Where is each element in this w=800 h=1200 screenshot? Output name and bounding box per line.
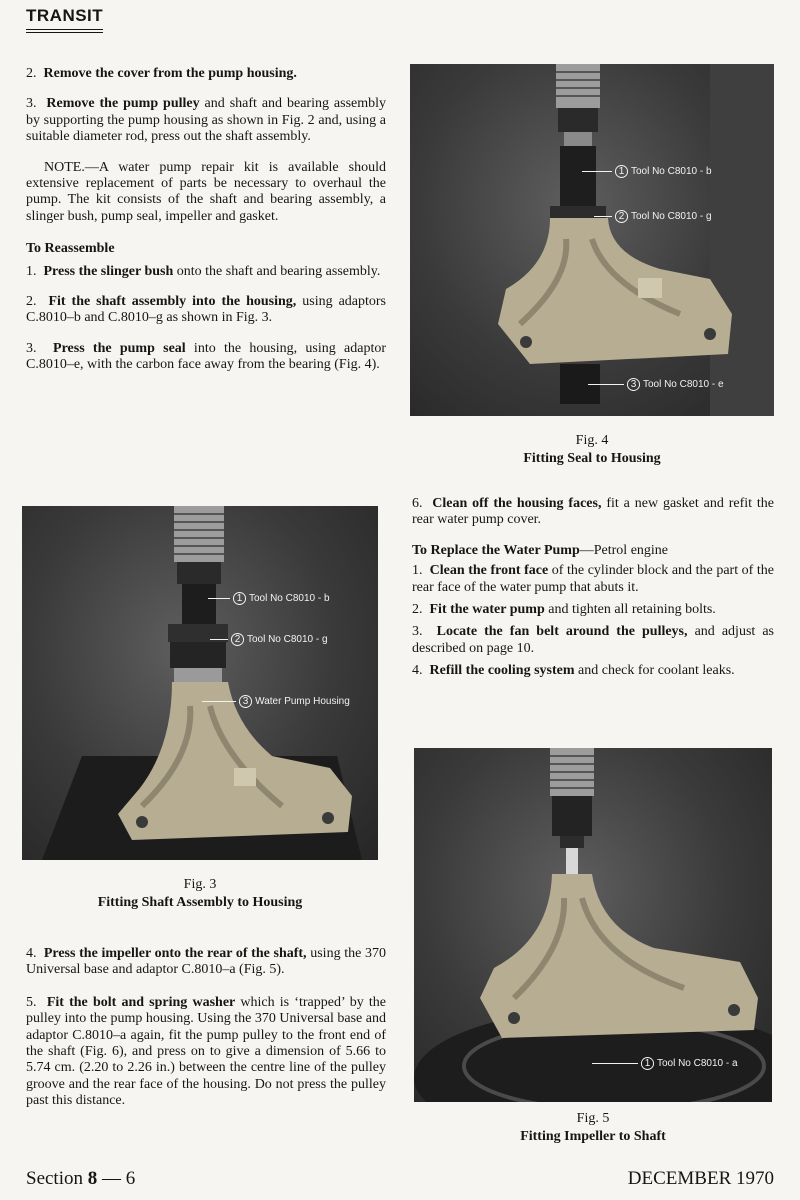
- step-clean-front-face: [412, 563, 774, 596]
- step-press-impeller: [26, 946, 386, 979]
- step-text: into the housing, using adaptor C.8010–e, with the carbon face away from the bearing (Fig. 4).: [26, 340, 387, 373]
- reassemble-heading: To Reassemble: [26, 241, 115, 257]
- step-lead: Press the pump seal: [53, 340, 186, 356]
- step-number: 3.: [26, 340, 37, 356]
- step-text: onto the shaft and bearing assembly.: [173, 263, 381, 279]
- fig4-title: Fitting Seal to Housing: [523, 451, 661, 466]
- callout-text: Tool No C8010 - b: [248, 593, 330, 604]
- fig4-pump-illustration: [410, 64, 774, 416]
- step-number: 5.: [26, 994, 37, 1010]
- step-text: using the 370 Universal base and adaptor C.8010–a (Fig. 5).: [26, 946, 386, 978]
- fig4-callout-3: [588, 379, 724, 390]
- step-lead: Fit the water pump: [429, 602, 545, 618]
- fig4-photo: [410, 64, 774, 416]
- fig4-label: Fig. 4: [575, 433, 609, 448]
- callout-number: 3: [239, 695, 253, 708]
- heading-bold: To Replace the Water Pump: [412, 542, 580, 558]
- callout-number: 1: [615, 165, 629, 178]
- step-locate-fan-belt: [412, 624, 774, 657]
- repair-kit-note: NOTE.—A water pump repair kit is available should extensive replacement of parts be necessary to overhaul the pump. The kit consists of the shaft and bearing assembly, a slinger bush, pump seal, impeller and gasket.: [26, 159, 386, 224]
- step-text: and shaft and bearing assembly by supporting the pump housing as shown in Fig. 2 and, using a suitable diameter rod, press out the shaft assembly.: [26, 96, 387, 145]
- step-number: 2.: [412, 602, 423, 618]
- step-text: which is ‘trapped’ by the pulley into the pump housing. Using the 370 Universal base and adaptor C.8010–a again, fit the pump pulley to the front end of the shaft (Fig. 6), and press on to give a dimension of 5.66 to 5.74 cm. (2.20 to 2.26 in.) between the centre line of the pulley groove and the rear face of the housing. Do not press the pulley past this distance.: [26, 994, 387, 1109]
- step-fit-water-pump: [412, 602, 774, 618]
- fig3-callout-1: [208, 593, 330, 604]
- step-number: 2.: [26, 294, 37, 310]
- step-lead: Fit the shaft assembly into the housing,: [48, 294, 297, 310]
- callout-text: Tool No C8010 - g: [630, 211, 712, 222]
- callout-text: Tool No C8010 - b: [630, 166, 712, 177]
- step-text: and check for coolant leaks.: [574, 663, 735, 679]
- fig5-photo: [414, 748, 772, 1102]
- step-number: 2.: [26, 66, 37, 81]
- step-remove-pulley: [26, 96, 386, 145]
- callout-number: 2: [231, 633, 245, 646]
- step-text: and adjust as described on page 10.: [412, 624, 774, 656]
- fig3-callout-3: [202, 696, 350, 707]
- fig3-callout-2: [210, 634, 328, 645]
- fig5-caption: [414, 1110, 772, 1146]
- step-number: 1.: [26, 263, 37, 279]
- step-clean-housing: [412, 496, 774, 529]
- footer-section: [26, 1168, 135, 1190]
- step-number: 4.: [412, 663, 423, 679]
- left-column-top: [26, 66, 386, 374]
- callout-text: Tool No C8010 - a: [656, 1058, 738, 1069]
- step-lead: Fit the bolt and spring washer: [46, 994, 236, 1010]
- step-lead: Press the slinger bush: [43, 263, 174, 279]
- callout-number: 1: [641, 1057, 655, 1070]
- callout-number: 3: [627, 378, 641, 391]
- step-lead: Refill the cooling system: [429, 663, 575, 679]
- step-number: 3.: [26, 96, 37, 112]
- step-lead: Remove the cover from the pump housing.: [43, 66, 297, 81]
- fig3-label: Fig. 3: [183, 877, 217, 892]
- fig4-callout-2: [594, 211, 712, 222]
- page-number: — 6: [102, 1168, 136, 1189]
- section-word: Section: [26, 1168, 83, 1189]
- right-column-middle: [412, 496, 774, 680]
- callout-text: Tool No C8010 - e: [642, 379, 724, 390]
- callout-text: Water Pump Housing: [255, 696, 350, 707]
- section-number: 8: [87, 1168, 98, 1189]
- callout-text: Tool No C8010 - g: [246, 634, 328, 645]
- step-text: fit a new gasket and refit the rear water pump cover.: [412, 496, 774, 528]
- step-lead: Remove the pump pulley: [46, 96, 200, 112]
- replace-pump-heading: [412, 543, 774, 559]
- step-fit-shaft: [26, 294, 386, 327]
- step-lead: Press the impeller onto the rear of the shaft,: [43, 946, 307, 961]
- step-lead: Clean off the housing faces,: [432, 496, 602, 511]
- step-press-seal: [26, 341, 386, 374]
- fig3-photo: [22, 506, 378, 860]
- step-text: and tighten all retaining bolts.: [544, 602, 716, 618]
- callout-number: 2: [615, 210, 629, 223]
- fig3-pump-illustration: [22, 506, 378, 860]
- step-number: 4.: [26, 946, 37, 961]
- step-slinger-bush: [26, 264, 386, 280]
- step-text: using adaptors C.8010–b and C.8010–g as shown in Fig. 3.: [26, 294, 386, 326]
- step-lead: Locate the fan belt around the pulleys,: [436, 624, 688, 640]
- fig4-callout-1: [582, 166, 712, 177]
- callout-number: 1: [233, 592, 247, 605]
- step-text: of the cylinder block and the part of the rear face of the water pump that abuts it.: [412, 563, 774, 595]
- left-column-bottom: [26, 946, 386, 1110]
- step-number: 3.: [412, 624, 423, 640]
- step-remove-cover: [26, 66, 386, 82]
- running-header: TRANSIT: [26, 6, 103, 33]
- heading-rest: —Petrol engine: [579, 542, 669, 558]
- fig3-title: Fitting Shaft Assembly to Housing: [97, 895, 303, 910]
- fig5-callout-1: [592, 1058, 738, 1069]
- step-refill-cooling: [412, 663, 774, 679]
- fig4-caption: [410, 432, 774, 468]
- fig5-pump-illustration: [414, 748, 772, 1102]
- step-fit-bolt: [26, 995, 386, 1110]
- fig3-caption: [22, 876, 378, 912]
- step-number: 1.: [412, 563, 423, 579]
- step-number: 6.: [412, 496, 423, 511]
- fig5-title: Fitting Impeller to Shaft: [520, 1129, 666, 1144]
- fig5-label: Fig. 5: [576, 1111, 610, 1126]
- footer-date: DECEMBER 1970: [627, 1168, 774, 1189]
- step-lead: Clean the front face: [429, 563, 549, 579]
